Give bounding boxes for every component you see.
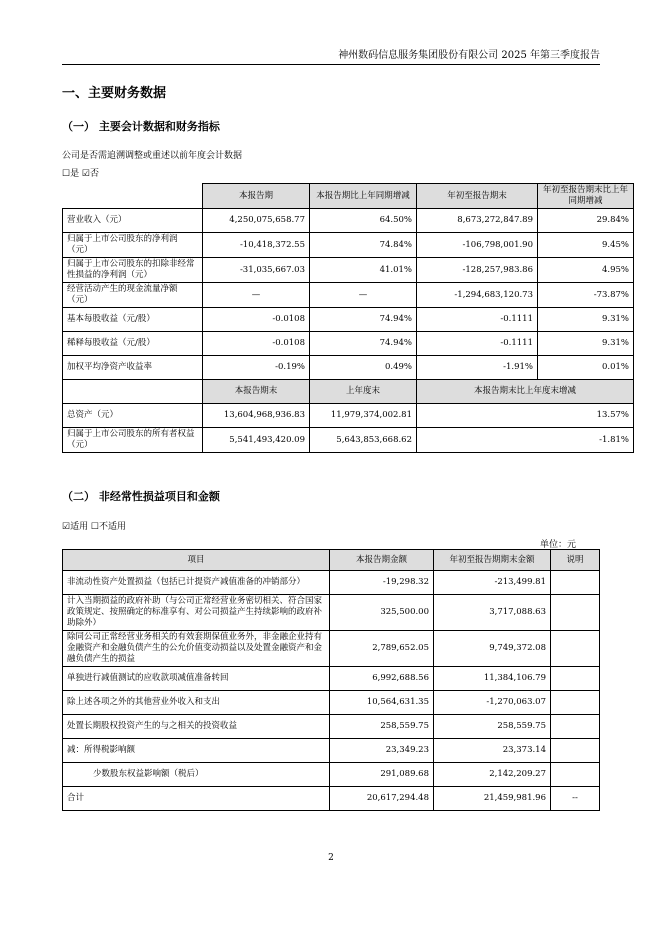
subsection-title-1: （一） 主要会计数据和财务指标 — [62, 120, 220, 133]
cell-value: 0.01% — [538, 356, 634, 380]
row-label: 总资产（元） — [63, 404, 203, 428]
row-label: 处置长期股权投资产生的与之相关的投资收益 — [63, 715, 330, 739]
subsection-title-2: （二） 非经常性损益项目和金额 — [62, 490, 220, 503]
row-label: 经营活动产生的现金流量净额（元） — [63, 283, 203, 308]
unit-label: 单位：元 — [540, 540, 577, 550]
cell-value: -19,298.32 — [330, 571, 434, 595]
cell-value: 13.57% — [417, 404, 634, 428]
header-cell: 本报告期末比上年度末增减 — [417, 380, 634, 404]
cell-value: 5,541,493,420.09 — [203, 428, 310, 453]
row-label: 减：所得税影响额 — [63, 739, 330, 763]
cell-value: 325,500.00 — [330, 595, 434, 631]
cell-value: 0.49% — [310, 356, 417, 380]
cell-value: -1,270,063.07 — [434, 691, 551, 715]
header-cell — [63, 184, 203, 209]
cell-value: 258,559.75 — [434, 715, 551, 739]
cell-value: 3,717,088.63 — [434, 595, 551, 631]
cell-note — [551, 595, 600, 631]
cell-value: -128,257,983.86 — [417, 258, 538, 283]
table-row — [63, 332, 634, 356]
cell-value: 9.31% — [538, 332, 634, 356]
header-cell: 本报告期比上年同期增减 — [310, 184, 417, 209]
cell-value: 5,643,853,668.62 — [310, 428, 417, 453]
cell-value: 41.01% — [310, 258, 417, 283]
table-row — [63, 404, 634, 428]
cell-value: 2,789,652.05 — [330, 631, 434, 667]
cell-value: 291,089.68 — [330, 763, 434, 787]
cell-value: 9,749,372.08 — [434, 631, 551, 667]
section-title: 一、主要财务数据 — [62, 86, 167, 101]
cell-value: 9.31% — [538, 308, 634, 332]
cell-value: 21,459,981.96 — [434, 787, 551, 811]
cell-value: 74.94% — [310, 308, 417, 332]
cell-value: 64.50% — [310, 209, 417, 233]
row-label: 归属于上市公司股东的扣除非经常性损益的净利润（元） — [63, 258, 203, 283]
non-recurring-items-table — [62, 549, 600, 811]
table-row-total — [63, 787, 600, 811]
cell-value: 74.94% — [310, 332, 417, 356]
row-label: 营业收入（元） — [63, 209, 203, 233]
cell-value: -73.87% — [538, 283, 634, 308]
header-cell: 本报告期金额 — [330, 550, 434, 571]
table-row — [63, 691, 600, 715]
cell-value: 11,384,106.79 — [434, 667, 551, 691]
table-header-row — [63, 184, 634, 209]
header-cell: 年初至报告期期末金额 — [434, 550, 551, 571]
row-label: 单独进行减值测试的应收款项减值准备转回 — [63, 667, 330, 691]
cell-value: 20,617,294.48 — [330, 787, 434, 811]
header-cell: 本报告期 — [203, 184, 310, 209]
cell-value: — — [203, 283, 310, 308]
cell-note — [551, 667, 600, 691]
row-label: 合计 — [63, 787, 330, 811]
table-row — [63, 571, 600, 595]
page-number: 2 — [328, 853, 334, 863]
table-row — [63, 209, 634, 233]
row-label: 除同公司正常经营业务相关的有效套期保值业务外，非金融企业持有金融资产和金融负债产生的公允价值变动损益以及处置金融资产和金融负债产生的损益 — [63, 631, 330, 667]
cell-value: -1.91% — [417, 356, 538, 380]
row-label: 稀释每股收益（元/股） — [63, 332, 203, 356]
row-label: 归属于上市公司股东的所有者权益（元） — [63, 428, 203, 453]
cell-note — [551, 715, 600, 739]
cell-note — [551, 571, 600, 595]
header-cell — [63, 380, 203, 404]
table-header-row-2 — [63, 380, 634, 404]
cell-note — [551, 691, 600, 715]
table-row — [63, 715, 600, 739]
cell-value: -213,499.81 — [434, 571, 551, 595]
table-header-row — [63, 550, 600, 571]
row-label: 基本每股收益（元/股） — [63, 308, 203, 332]
cell-value: -0.1111 — [417, 332, 538, 356]
header-cell: 说明 — [551, 550, 600, 571]
cell-value: 6,992,688.56 — [330, 667, 434, 691]
cell-value: 23,373.14 — [434, 739, 551, 763]
table-row — [63, 763, 600, 787]
cell-value: -0.0108 — [203, 332, 310, 356]
table-row — [63, 283, 634, 308]
cell-value: -0.1111 — [417, 308, 538, 332]
applicable-options: ☑适用 ☐不适用 — [62, 522, 126, 532]
table-row — [63, 258, 634, 283]
page-header: 神州数码信息服务集团股份有限公司 2025 年第三季度报告 — [62, 46, 600, 65]
table-row — [63, 667, 600, 691]
cell-value: 2,142,209.27 — [434, 763, 551, 787]
cell-value: 23,349.23 — [330, 739, 434, 763]
header-cell: 年初至报告期末 — [417, 184, 538, 209]
cell-value: 258,559.75 — [330, 715, 434, 739]
row-label: 非流动性资产处置损益（包括已计提资产减值准备的冲销部分） — [63, 571, 330, 595]
cell-note: -- — [551, 787, 600, 811]
cell-value: -10,418,372.55 — [203, 233, 310, 258]
table-row — [63, 308, 634, 332]
cell-value: -106,798,001.90 — [417, 233, 538, 258]
table-row — [63, 739, 600, 763]
cell-value: 74.84% — [310, 233, 417, 258]
header-cell: 本报告期末 — [203, 380, 310, 404]
header-cell: 项目 — [63, 550, 330, 571]
cell-value: -1,294,683,120.73 — [417, 283, 538, 308]
cell-note — [551, 631, 600, 667]
header-cell: 上年度末 — [310, 380, 417, 404]
cell-value: -1.81% — [417, 428, 634, 453]
table-row — [63, 631, 600, 667]
table-row — [63, 356, 634, 380]
cell-value: -31,035,667.03 — [203, 258, 310, 283]
cell-value: -0.0108 — [203, 308, 310, 332]
row-label: 少数股东权益影响额（税后） — [63, 763, 330, 787]
cell-value: 8,673,272,847.89 — [417, 209, 538, 233]
row-label: 计入当期损益的政府补助（与公司正常经营业务密切相关、符合国家政策规定、按照确定的标准享有、对公司损益产生持续影响的政府补助除外） — [63, 595, 330, 631]
table-row — [63, 428, 634, 453]
cell-value: 4.95% — [538, 258, 634, 283]
row-label: 加权平均净资产收益率 — [63, 356, 203, 380]
row-label: 除上述各项之外的其他营业外收入和支出 — [63, 691, 330, 715]
financial-indicators-table — [62, 183, 634, 453]
cell-note — [551, 763, 600, 787]
cell-value: 10,564,631.35 — [330, 691, 434, 715]
cell-value: 4,250,075,658.77 — [203, 209, 310, 233]
table-row — [63, 595, 600, 631]
cell-value: — — [310, 283, 417, 308]
cell-note — [551, 739, 600, 763]
cell-value: 9.45% — [538, 233, 634, 258]
cell-value: 11,979,374,002.81 — [310, 404, 417, 428]
header-cell: 年初至报告期末比上年同期增减 — [538, 184, 634, 209]
restate-question: 公司是否需追溯调整或重述以前年度会计数据 — [62, 151, 243, 161]
row-label: 归属于上市公司股东的净利润（元） — [63, 233, 203, 258]
cell-value: 13,604,968,936.83 — [203, 404, 310, 428]
cell-value: 29.84% — [538, 209, 634, 233]
table-row — [63, 233, 634, 258]
restate-options: ☐是 ☑否 — [62, 169, 99, 179]
cell-value: -0.19% — [203, 356, 310, 380]
